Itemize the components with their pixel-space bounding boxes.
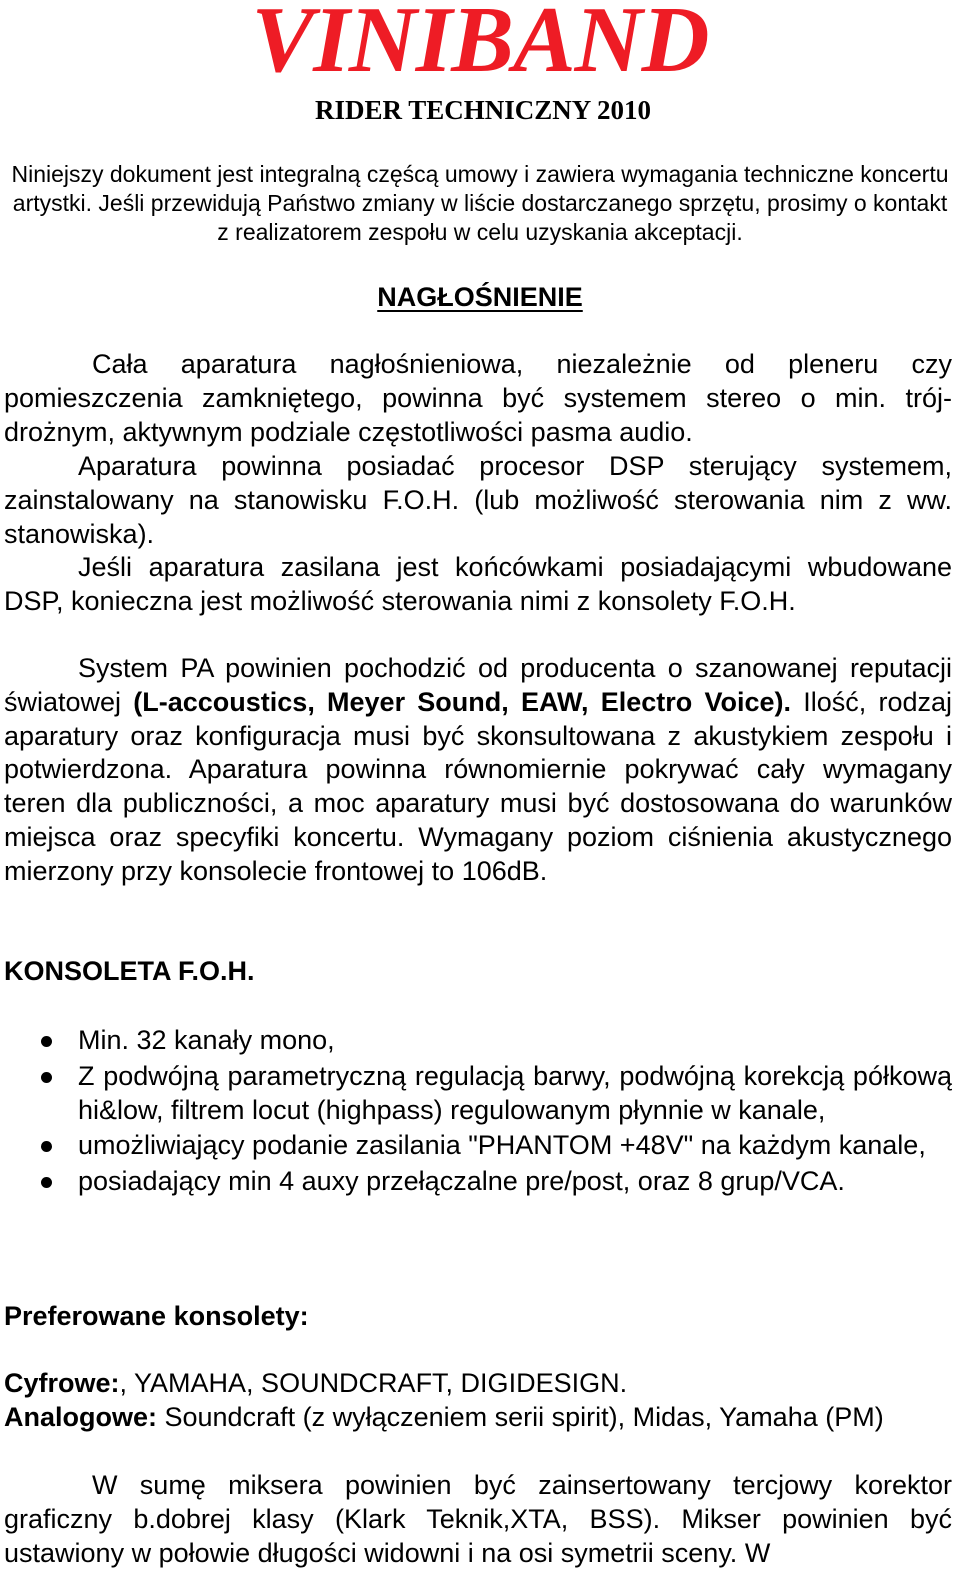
section-heading-naglosnienie-text: NAGŁOŚNIENIE — [377, 282, 583, 312]
list-item: posiadający min 4 auxy przełączalne pre/post, oraz 8 grup/VCA. — [0, 1165, 952, 1199]
document-title: RIDER TECHNICZNY 2010 — [314, 95, 652, 125]
naglosnienie-p4-after: Ilość, rodzaj aparatury oraz konfiguracja musi być skonsultowana z akustykiem zespołu i potwierdzona. Aparatura powinna równomiernie pokrywać cały wymagany teren dla publiczności, a moc aparatury musi być dostosowana do warunków miejsca oraz specyfiki koncertu. Wymagany poziom ciśnienia akustycznego mierzony przy konsolecie frontowej to 106dB. — [4, 686, 952, 886]
naglosnienie-p2-text: Aparatura powinna posiadać procesor DSP sterujący systemem, zainstalowany na stanowisku F.O.H. (lub możliwość sterowania nim z ww. stanowiska). — [4, 451, 952, 549]
naglosnienie-p3-text: Jeśli aparatura zasilana jest końcówkami posiadającymi wbudowane DSP, konieczna jest możliwość sterowania nimi z konsolety F.O.H. — [4, 552, 952, 616]
bullet-icon — [41, 1072, 52, 1083]
bullet-icon — [41, 1177, 52, 1188]
preferowane-analog-line — [4, 1401, 952, 1435]
bullet-icon — [41, 1036, 52, 1047]
section-heading-preferowane: Preferowane konsolety: — [4, 1301, 309, 1331]
analog-label: Analogowe: — [4, 1402, 157, 1432]
section-heading-naglosnienie — [0, 281, 960, 313]
naglosnienie-p1-text: Cała aparatura nagłośnieniowa, niezależnie od pleneru czy pomieszczenia zamkniętego, powinna być systemem stereo o min. trój-drożnym, aktywnym podziale częstotliwości pasma audio. — [4, 349, 952, 447]
intro-paragraph: Niniejszy dokument jest integralną częścą umowy i zawiera wymagania techniczne koncertu artystki. Jeśli przewidują Państwo zmiany w liście dostarczanego sprzętu, prosimy o kontakt z realizatorem zespołu w celu uzyskania akceptacji. — [11, 161, 949, 245]
list-item: Min. 32 kanały mono, — [0, 1024, 952, 1058]
list-item: Z podwójną parametryczną regulacją barwy, podwójną korekcją półkową hi&low, filtrem locut (highpass) regulowanym płynnie w kanale, — [0, 1060, 952, 1128]
naglosnienie-paragraph-3 — [4, 551, 952, 619]
naglosnienie-p4-brands: (L-accoustics, Meyer Sound, EAW, Electro Voice). — [133, 686, 791, 717]
preferowane-final-paragraph — [4, 1469, 952, 1570]
naglosnienie-paragraph-1 — [4, 348, 952, 449]
analog-value: Soundcraft (z wyłączeniem serii spirit), Midas, Yamaha (PM) — [157, 1402, 884, 1432]
bullet-icon — [41, 1141, 52, 1152]
preferowane-digital-line — [4, 1367, 952, 1401]
section-heading-konsoleta: KONSOLETA F.O.H. — [4, 956, 255, 986]
digital-label: Cyfrowe: — [4, 1368, 120, 1398]
list-item: umożliwiający podanie zasilania "PHANTOM +48V" na każdym kanale, — [0, 1129, 952, 1163]
konsoleta-requirements-list — [0, 1024, 952, 1201]
naglosnienie-paragraph-4 — [4, 652, 952, 889]
viniband-logo: VINIBAND — [251, 0, 709, 92]
final-paragraph-text: W sumę miksera powinien być zainsertowany tercjowy korektor graficzny b.dobrej klasy (Klark Teknik,XTA, BSS). Mikser powinien być ustawiony w połowie długości widowni i na osi symetrii sceny. W — [4, 1470, 952, 1568]
naglosnienie-p4-before: System PA powinien pochodzić od producenta o szanowanej reputacji światowej — [4, 653, 952, 717]
digital-value: , YAMAHA, SOUNDCRAFT, DIGIDESIGN. — [119, 1368, 628, 1398]
naglosnienie-paragraph-2 — [4, 450, 952, 551]
